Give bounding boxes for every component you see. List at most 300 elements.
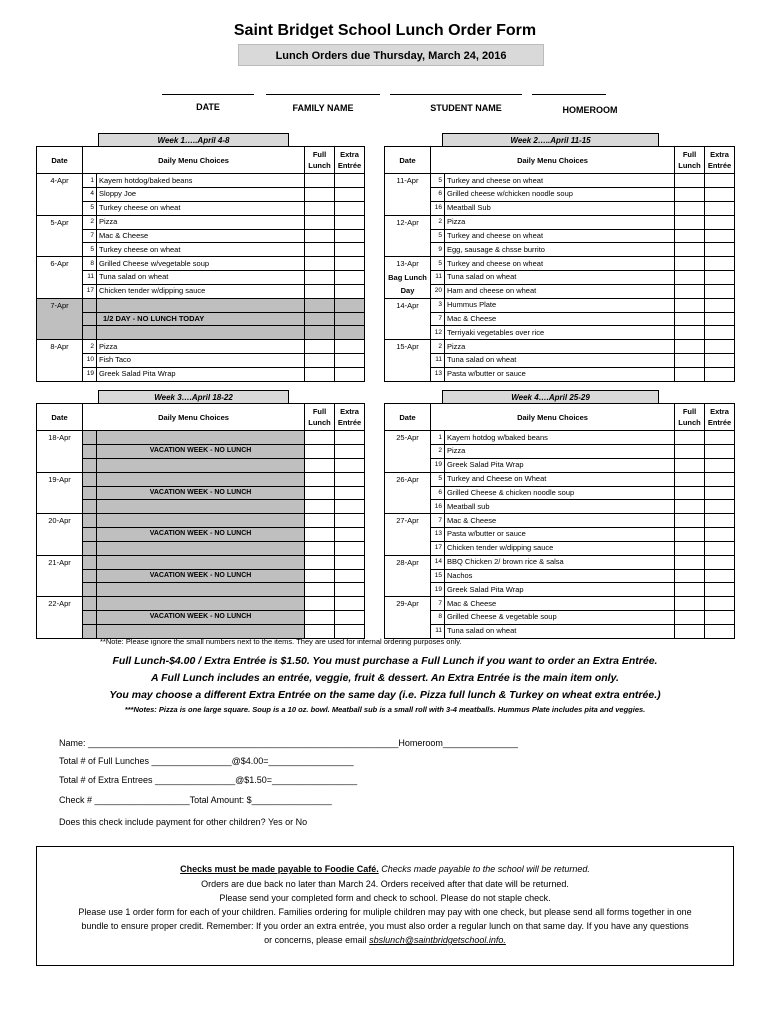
header-extra-entree: Extra Entrée [705, 404, 735, 431]
menu-item: Pasta w/butter or sauce [445, 367, 675, 381]
portion-note: ***Notes: Pizza is one large square. Soup is a 10 oz. bowl. Meatball sub is a small roll with 3-4 meatballs. Hummus Plate includes pita and veggies. [124, 705, 646, 714]
item-number [83, 298, 97, 312]
full-lunch-cell[interactable] [675, 431, 705, 445]
header-extra-entree: Extra Entrée [705, 147, 735, 174]
full-lunch-cell[interactable] [675, 298, 705, 312]
table-row [37, 326, 365, 340]
item-number [83, 597, 97, 611]
row-date [385, 445, 431, 459]
item-number: 10 [83, 354, 97, 368]
extra-entree-cell[interactable] [705, 312, 735, 326]
full-lunch-cell[interactable] [675, 340, 705, 354]
payable-line [36, 863, 734, 876]
extra-entree-cell[interactable] [335, 243, 365, 257]
full-lunch-cell[interactable] [305, 340, 335, 354]
table-row [385, 472, 735, 486]
extra-entree-cell[interactable] [705, 431, 735, 445]
extra-entree-rule-line: bundle to ensure proper credit. Remember: If you order an extra entrée, you must also order a regular lunch on that same day. If you have any questions [81, 921, 689, 931]
menu-item [97, 541, 305, 555]
item-number: 8 [83, 257, 97, 271]
menu-item: Pizza [445, 445, 675, 459]
full-lunch-cell[interactable] [675, 215, 705, 229]
row-date: 7-Apr [37, 298, 83, 312]
full-lunch-cell [305, 514, 335, 528]
item-number: 5 [431, 229, 445, 243]
row-date [385, 326, 431, 340]
item-number [83, 472, 97, 486]
row-date [37, 458, 83, 472]
full-lunch-cell[interactable] [305, 284, 335, 298]
header-full-lunch: Full Lunch [675, 147, 705, 174]
extra-entree-cell[interactable] [705, 472, 735, 486]
table-row [37, 312, 365, 326]
table-row [37, 431, 365, 445]
row-date [385, 541, 431, 555]
item-number [83, 611, 97, 625]
header-menu: Daily Menu Choices [431, 147, 675, 174]
row-date [385, 229, 431, 243]
payable-to: Checks must be made payable to Foodie Café. [180, 864, 379, 874]
menu-item [97, 597, 305, 611]
full-lunch-cell [305, 611, 335, 625]
menu-item: VACATION WEEK - NO LUNCH [97, 569, 305, 583]
extra-entree-cell[interactable] [705, 326, 735, 340]
row-date [385, 367, 431, 381]
menu-item: Hummus Plate [445, 298, 675, 312]
extra-entree-cell[interactable] [705, 555, 735, 569]
item-number: 12 [431, 326, 445, 340]
homeroom-line[interactable] [532, 94, 606, 95]
item-number: 19 [431, 583, 445, 597]
extra-entree-cell[interactable] [705, 541, 735, 555]
header-extra-entree: Extra Entrée [335, 404, 365, 431]
row-date: 26-Apr [385, 472, 431, 486]
full-lunch-cell[interactable] [305, 201, 335, 215]
table-row [385, 500, 735, 514]
item-number [83, 445, 97, 459]
menu-item [97, 555, 305, 569]
row-date: 21-Apr [37, 555, 83, 569]
full-lunch-cell[interactable] [675, 201, 705, 215]
menu-item: Tuna salad on wheat [97, 271, 305, 285]
menu-item [97, 500, 305, 514]
extra-entree-cell[interactable] [705, 298, 735, 312]
table-row [37, 188, 365, 202]
full-lunch-cell[interactable] [675, 486, 705, 500]
extra-entree-cell[interactable] [705, 367, 735, 381]
table-row [385, 312, 735, 326]
table-row [385, 298, 735, 312]
table-row [385, 514, 735, 528]
extra-entree-cell[interactable] [705, 215, 735, 229]
full-lunch-cell[interactable] [675, 445, 705, 459]
full-lunch-cell[interactable] [675, 312, 705, 326]
extra-entree-cell[interactable] [705, 569, 735, 583]
extra-entree-cell[interactable] [335, 201, 365, 215]
menu-item: Turkey and cheese on wheat [445, 174, 675, 188]
table-row [385, 569, 735, 583]
item-number: 7 [83, 229, 97, 243]
extra-entree-cell[interactable] [705, 458, 735, 472]
table-row [385, 367, 735, 381]
item-number: 11 [431, 354, 445, 368]
table-header-row [385, 404, 735, 431]
row-date [385, 201, 431, 215]
row-date [37, 583, 83, 597]
row-date: 6-Apr [37, 257, 83, 271]
extra-entree-cell[interactable] [335, 271, 365, 285]
date-label: DATE [196, 102, 220, 112]
full-lunch-cell [305, 312, 335, 326]
table-row [385, 597, 735, 611]
item-number: 5 [83, 201, 97, 215]
full-lunch-cell[interactable] [675, 243, 705, 257]
full-lunch-cell [305, 528, 335, 542]
menu-item: Mac & Cheese [445, 514, 675, 528]
table-row [37, 229, 365, 243]
table-row [37, 271, 365, 285]
extra-entree-cell[interactable] [705, 611, 735, 625]
full-lunch-cell[interactable] [675, 354, 705, 368]
row-date [385, 312, 431, 326]
row-date [37, 367, 83, 381]
extra-entree-cell[interactable] [705, 340, 735, 354]
week4-title: Week 4….April 25-29 [442, 390, 659, 404]
full-lunch-cell [305, 326, 335, 340]
table-row [385, 243, 735, 257]
item-number: 1 [431, 431, 445, 445]
extra-entree-cell[interactable] [335, 188, 365, 202]
contact-line [36, 934, 734, 947]
full-lunch-cell [305, 486, 335, 500]
table-row [385, 201, 735, 215]
extra-entree-cell[interactable] [705, 528, 735, 542]
due-line: Orders are due back no later than March 24. Orders received after that date will be returned. [201, 879, 569, 889]
week3-table [36, 403, 365, 639]
item-number [83, 486, 97, 500]
menu-item: Mac & Cheese [97, 229, 305, 243]
student-name-line[interactable] [390, 94, 522, 95]
table-row [37, 367, 365, 381]
row-date: 19-Apr [37, 472, 83, 486]
full-lunch-cell[interactable] [305, 174, 335, 188]
extra-entree-cell[interactable] [335, 174, 365, 188]
full-lunch-cell[interactable] [675, 597, 705, 611]
full-lunch-cell[interactable] [305, 229, 335, 243]
menu-item: Sloppy Joe [97, 188, 305, 202]
extra-entree-cell [335, 569, 365, 583]
item-number [83, 431, 97, 445]
week1-title: Week 1…..April 4-8 [98, 133, 289, 147]
full-lunch-cell[interactable] [675, 367, 705, 381]
row-date [385, 458, 431, 472]
table-row [37, 201, 365, 215]
row-date: 13-Apr [385, 257, 431, 271]
menu-item [97, 514, 305, 528]
full-lunch-cell[interactable] [305, 188, 335, 202]
row-date: 27-Apr [385, 514, 431, 528]
menu-item [97, 326, 305, 340]
full-lunch-cell[interactable] [675, 257, 705, 271]
menu-item: Turkey and cheese on wheat [445, 257, 675, 271]
full-lunch-note: A Full Lunch includes an entrée, veggie, fruit & dessert. An Extra Entrée is the main item only. [151, 672, 619, 684]
row-date [37, 326, 83, 340]
item-number: 19 [431, 458, 445, 472]
menu-item: Tuna salad on wheat [445, 271, 675, 285]
full-lunch-cell[interactable] [675, 229, 705, 243]
full-lunch-cell[interactable] [675, 611, 705, 625]
table-row [385, 445, 735, 459]
menu-item: Chicken tender w/dipping sauce [97, 284, 305, 298]
extra-entree-cell [335, 326, 365, 340]
full-lunches-field[interactable]: Total # of Full Lunches ________________@$4.00=_________________ [59, 756, 354, 766]
menu-item: Tuna salad on wheat [445, 354, 675, 368]
table-row [385, 326, 735, 340]
full-lunch-cell[interactable] [305, 243, 335, 257]
extra-entree-cell [335, 583, 365, 597]
menu-item: Turkey cheese on wheat [97, 243, 305, 257]
row-date [385, 486, 431, 500]
page-title: Saint Bridget School Lunch Order Form [233, 22, 537, 39]
row-date: 18-Apr [37, 431, 83, 445]
table-row [37, 500, 365, 514]
menu-item: Kayem hotdog w/baked beans [445, 431, 675, 445]
extra-entree-cell[interactable] [705, 271, 735, 285]
row-date [385, 528, 431, 542]
week2-title: Week 2…..April 11-15 [442, 133, 659, 147]
item-number: 7 [431, 597, 445, 611]
name-homeroom-field[interactable]: Name: ______________________________________________________________Homeroom_______________ [59, 738, 518, 748]
item-number: 2 [431, 445, 445, 459]
extra-entree-cell[interactable] [705, 354, 735, 368]
menu-item [97, 624, 305, 638]
row-date [37, 528, 83, 542]
table-row [385, 555, 735, 569]
full-lunch-cell[interactable] [675, 514, 705, 528]
full-lunch-cell[interactable] [305, 215, 335, 229]
extra-entree-cell[interactable] [705, 500, 735, 514]
full-lunch-cell [305, 569, 335, 583]
full-lunch-cell[interactable] [675, 472, 705, 486]
extra-entree-cell[interactable] [705, 597, 735, 611]
menu-item: Turkey and Cheese on Wheat [445, 472, 675, 486]
row-date [385, 569, 431, 583]
check-amount-field[interactable]: Check # ___________________Total Amount: $________________ [59, 795, 332, 805]
table-row [385, 271, 735, 285]
item-number: 13 [431, 528, 445, 542]
date-line[interactable] [162, 94, 254, 95]
full-lunch-cell[interactable] [675, 271, 705, 285]
full-lunch-cell[interactable] [305, 271, 335, 285]
table-row [385, 611, 735, 625]
extra-entree-cell [335, 500, 365, 514]
item-number: 2 [83, 340, 97, 354]
table-row [37, 597, 365, 611]
item-number: 4 [83, 188, 97, 202]
extra-entree-cell [335, 472, 365, 486]
table-row [37, 354, 365, 368]
full-lunch-cell[interactable] [675, 624, 705, 638]
item-number [83, 555, 97, 569]
extra-entree-cell[interactable] [705, 486, 735, 500]
menu-item: Ham and cheese on wheat [445, 284, 675, 298]
header-menu: Daily Menu Choices [83, 147, 305, 174]
item-number: 11 [431, 624, 445, 638]
extra-entrees-field[interactable]: Total # of Extra Entrees ________________@$1.50=_________________ [59, 775, 358, 785]
extra-entree-cell[interactable] [335, 354, 365, 368]
row-date [37, 243, 83, 257]
row-date [37, 284, 83, 298]
pricing-note: Full Lunch-$4.00 / Extra Entrée is $1.50. You must purchase a Full Lunch if you want to order an Extra Entrée. [112, 655, 658, 667]
extra-entree-cell[interactable] [705, 257, 735, 271]
extra-entree-cell[interactable] [705, 243, 735, 257]
table-row [37, 284, 365, 298]
menu-item [97, 298, 305, 312]
extra-entree-cell[interactable] [705, 445, 735, 459]
item-number: 6 [431, 486, 445, 500]
full-lunch-cell [305, 431, 335, 445]
row-date [37, 312, 83, 326]
item-number: 1 [83, 174, 97, 188]
menu-item: Turkey cheese on wheat [97, 201, 305, 215]
row-date [37, 500, 83, 514]
item-number: 20 [431, 284, 445, 298]
row-date [37, 611, 83, 625]
item-number: 14 [431, 555, 445, 569]
table-row [37, 298, 365, 312]
full-lunch-cell[interactable] [675, 541, 705, 555]
full-lunch-cell[interactable] [675, 174, 705, 188]
extra-entree-cell[interactable] [335, 215, 365, 229]
extra-entree-cell[interactable] [335, 284, 365, 298]
table-row [37, 583, 365, 597]
menu-item: Pizza [97, 340, 305, 354]
item-number: 5 [431, 257, 445, 271]
extra-entree-cell[interactable] [705, 229, 735, 243]
table-row [385, 284, 735, 298]
full-lunch-cell[interactable] [675, 458, 705, 472]
header-date: Date [37, 404, 83, 431]
item-number: 11 [431, 271, 445, 285]
extra-entree-cell [335, 597, 365, 611]
extra-entree-cell[interactable] [705, 201, 735, 215]
menu-item: Egg, sausage & chsse burrito [445, 243, 675, 257]
row-date: 8-Apr [37, 340, 83, 354]
menu-item: Mac & Cheese [445, 597, 675, 611]
row-date [385, 611, 431, 625]
item-number [83, 583, 97, 597]
other-children-question[interactable]: Does this check include payment for other children? Yes or No [59, 817, 308, 827]
full-lunch-cell[interactable] [675, 326, 705, 340]
row-date [385, 500, 431, 514]
table-row [385, 174, 735, 188]
menu-item: BBQ Chicken 2/ brown rice & salsa [445, 555, 675, 569]
table-row [385, 486, 735, 500]
row-date [37, 569, 83, 583]
table-row [385, 229, 735, 243]
full-lunch-cell[interactable] [305, 367, 335, 381]
row-date: 12-Apr [385, 215, 431, 229]
full-lunch-cell[interactable] [305, 354, 335, 368]
contact-email-link[interactable]: sbslunch@saintbridgetschool.info. [369, 935, 506, 945]
item-number [83, 312, 97, 326]
menu-item: VACATION WEEK - NO LUNCH [97, 445, 305, 459]
header-full-lunch: Full Lunch [305, 404, 335, 431]
header-menu: Daily Menu Choices [83, 404, 305, 431]
menu-item [97, 583, 305, 597]
full-lunch-cell [305, 555, 335, 569]
item-number: 2 [431, 340, 445, 354]
full-lunch-cell[interactable] [675, 569, 705, 583]
family-name-line[interactable] [266, 94, 380, 95]
full-lunch-cell [305, 541, 335, 555]
menu-item [97, 458, 305, 472]
table-header-row [37, 147, 365, 174]
item-number [83, 624, 97, 638]
full-lunch-cell[interactable] [675, 500, 705, 514]
header-full-lunch: Full Lunch [675, 404, 705, 431]
full-lunch-cell[interactable] [305, 257, 335, 271]
table-row [37, 243, 365, 257]
extra-entree-cell[interactable] [335, 340, 365, 354]
extra-entree-cell[interactable] [705, 284, 735, 298]
full-lunch-cell[interactable] [675, 188, 705, 202]
extra-entree-cell[interactable] [705, 188, 735, 202]
menu-item: VACATION WEEK - NO LUNCH [97, 486, 305, 500]
extra-entree-cell[interactable] [335, 229, 365, 243]
menu-item: Kayem hotdog/baked beans [97, 174, 305, 188]
extra-entree-cell [335, 458, 365, 472]
item-number: 5 [83, 243, 97, 257]
full-lunch-cell[interactable] [675, 528, 705, 542]
menu-item: VACATION WEEK - NO LUNCH [97, 611, 305, 625]
full-lunch-cell[interactable] [675, 284, 705, 298]
item-number: 5 [431, 472, 445, 486]
extra-entree-cell[interactable] [335, 257, 365, 271]
extra-entree-cell[interactable] [705, 624, 735, 638]
menu-item: Fish Taco [97, 354, 305, 368]
item-number: 5 [431, 174, 445, 188]
row-date [37, 271, 83, 285]
item-number [83, 326, 97, 340]
header-full-lunch: Full Lunch [305, 147, 335, 174]
school-check-warning: Checks made payable to the school will be returned. [378, 864, 590, 874]
menu-item: Tuna salad on wheat [445, 624, 675, 638]
table-row [385, 431, 735, 445]
extra-entree-cell[interactable] [705, 174, 735, 188]
multiple-children-line: Please use 1 order form for each of your children. Families ordering for muliple children may pay with one check, but please send all forms together in one [78, 907, 692, 917]
row-date [385, 354, 431, 368]
table-row [385, 215, 735, 229]
extra-entree-cell [335, 611, 365, 625]
full-lunch-cell[interactable] [675, 583, 705, 597]
extra-entree-cell [335, 541, 365, 555]
table-row [37, 340, 365, 354]
item-number: 2 [431, 215, 445, 229]
item-number: 3 [431, 298, 445, 312]
extra-entree-cell [335, 312, 365, 326]
extra-entree-cell [335, 555, 365, 569]
extra-entree-cell[interactable] [705, 514, 735, 528]
full-lunch-cell[interactable] [675, 555, 705, 569]
table-row [37, 174, 365, 188]
small-numbers-note: **Note: Please ignore the small numbers next to the items. They are used for internal ordering purposes only. [100, 637, 462, 646]
extra-entree-cell [335, 445, 365, 459]
extra-entree-cell[interactable] [705, 583, 735, 597]
extra-entree-cell[interactable] [335, 367, 365, 381]
row-date: 5-Apr [37, 215, 83, 229]
item-number: 6 [431, 188, 445, 202]
